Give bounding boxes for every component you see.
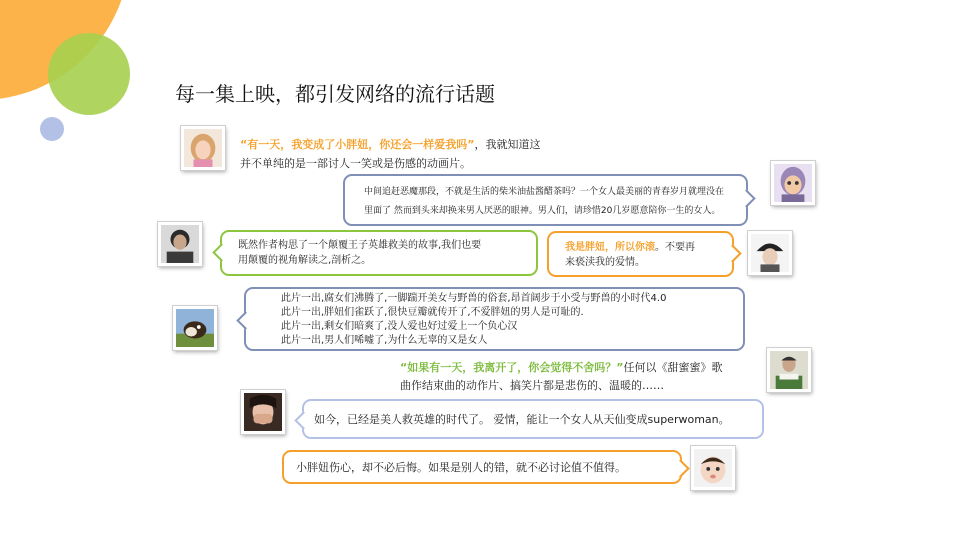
comment-1-line-1: [240, 136, 540, 154]
dog-avatar-icon: [173, 306, 217, 350]
comment-3-line-1: 既然作者构思了一个颠覆王子英雄救美的故事,我们也要: [238, 240, 482, 251]
comment-5-line-4: 此片一出,男人们唏嘘了,为什么无辜的又是女人: [281, 335, 488, 346]
comment-6-quote: “如果有一天，我离开了，你会觉得不舍吗？”: [400, 361, 624, 374]
comment-6-line-1: [400, 359, 722, 377]
woman-hat-avatar-icon: [748, 231, 792, 275]
comment-4-line-1-rest: 。不要再: [655, 242, 695, 253]
bubble-tail: [294, 411, 312, 429]
comment-1-quote: “有一天，我变成了小胖妞，你还会一样爱我吗”: [240, 138, 475, 151]
bubble-tail: [737, 189, 755, 207]
comment-7-text: 如今，已经是美人救英雄的时代了。 爱情，能让一个女人从天仙变成superwoman。: [314, 413, 730, 426]
bubble-tail: [671, 459, 689, 477]
comment-2-line-2: 里面了 然而到头来却换来男人厌恶的眼神。男人们，请珍惜20几岁愿意陪你一生的女人。: [364, 206, 721, 216]
comment-4-line-1: [565, 241, 695, 255]
comment-8-text: 小胖妞伤心，却不必后悔。如果是别人的错，就不必讨论值不值得。: [296, 461, 626, 474]
comment-5-bubble: [244, 287, 745, 351]
woman-covering-face-avatar-icon: [241, 390, 285, 434]
comment-5-line-3: 此片一出,剩女们暗爽了,没人爱也好过爱上一个负心汉: [281, 321, 518, 332]
man-avatar-icon: [158, 222, 202, 266]
decor-green-circle: [48, 33, 130, 115]
comment-6-line-1-rest: 任何以《甜蜜蜜》歌: [623, 361, 723, 374]
comment-5-line-1: 此片一出,腐女们沸腾了,一脚踹开美女与野兽的俗套,昂首阔步于小受与野兽的小时代4.0: [281, 293, 667, 304]
comment-8-bubble: [282, 450, 682, 484]
comment-3-bubble: [220, 230, 538, 276]
bubble-tail: [236, 311, 254, 329]
man-reading-avatar-icon: [767, 348, 811, 392]
cartoon-avatar-icon: [771, 161, 815, 205]
comment-4-line-2: 来亵渎我的爱情。: [565, 257, 645, 268]
comment-3-line-2: 用颠覆的视角解读之,剖析之。: [238, 255, 372, 266]
decor-blue-circle: [40, 117, 64, 141]
comment-4-bubble: [547, 231, 734, 277]
bubble-tail: [212, 243, 230, 261]
comment-2-line-1: 中间追赶恶魔那段，不就是生活的柴米油盐酱醋茶吗？一个女人最美丽的青春岁月就埋没在: [364, 187, 725, 197]
child-avatar-icon: [691, 446, 735, 490]
bubble-tail: [723, 244, 741, 262]
comment-6-line-2: 曲作结束曲的动作片、搞笑片都是悲伤的、温暖的……: [400, 379, 664, 392]
comment-1-line-2: 并不单纯的是一部讨人一笑或是伤感的动画片。: [240, 157, 471, 170]
comment-4-highlight: 我是胖妞，所以你滚: [565, 242, 655, 253]
comment-1-line-1-rest: ，我就知道这: [474, 138, 541, 151]
page-title: 每一集上映，都引发网络的流行话题: [175, 82, 495, 106]
comment-2-bubble: [343, 174, 748, 226]
girl-avatar-icon: [181, 126, 225, 170]
comment-7-bubble: [302, 399, 764, 439]
comment-5-line-2: 此片一出,胖妞们雀跃了,很快豆瓣就传开了,不爱胖妞的男人是可耻的.: [281, 307, 584, 318]
